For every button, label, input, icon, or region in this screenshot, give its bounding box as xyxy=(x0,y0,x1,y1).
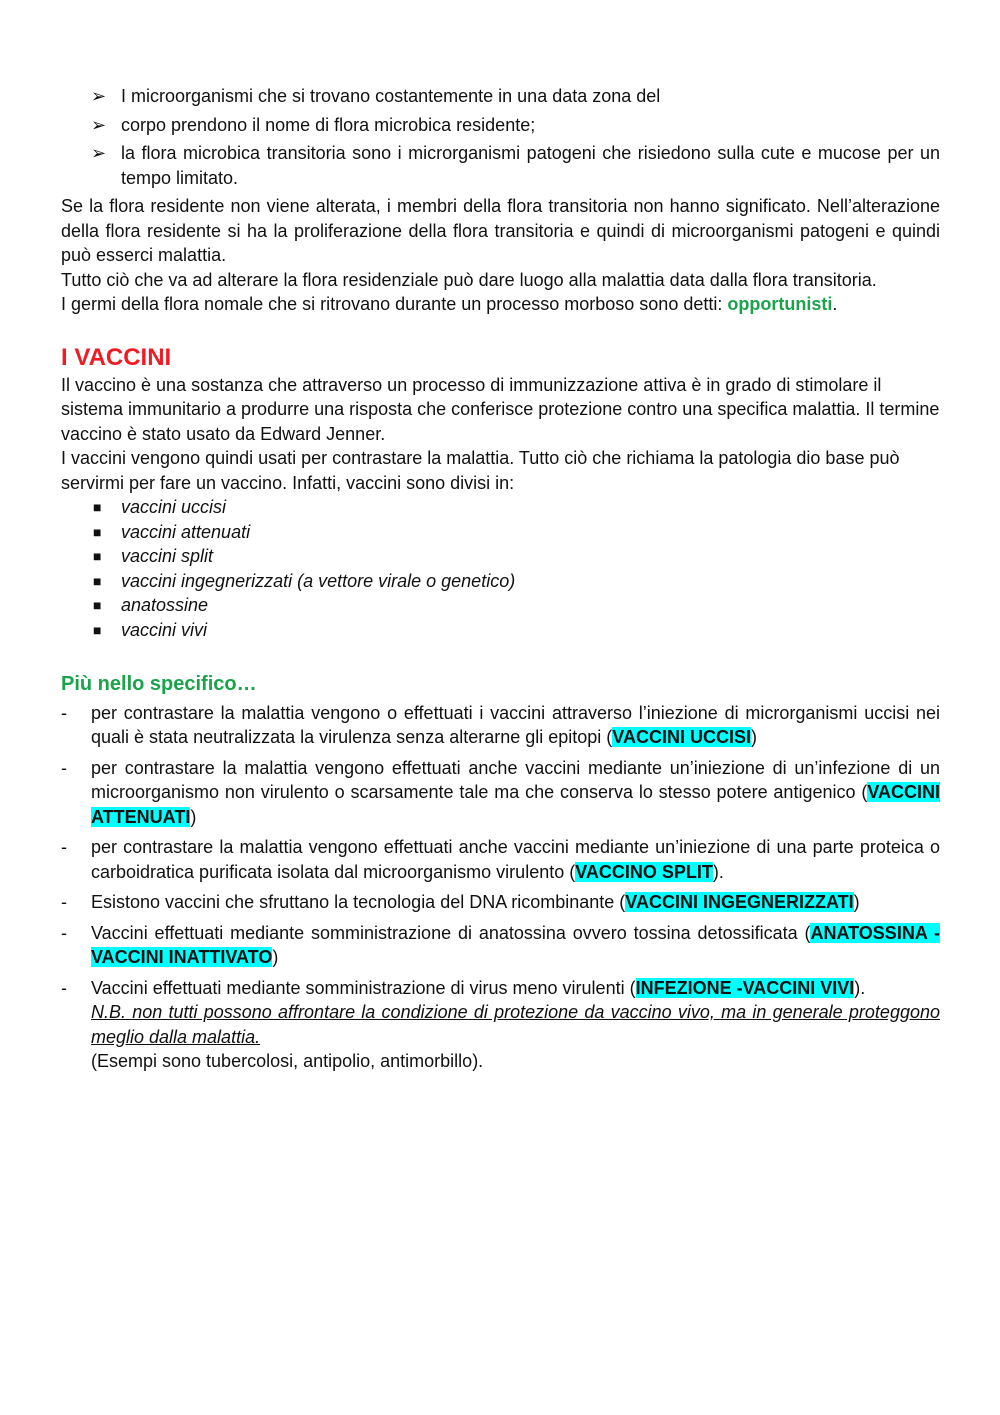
square-bullet-icon: ■ xyxy=(93,548,102,564)
dash-bullet-icon: - xyxy=(61,702,67,723)
square-bullet-icon: ■ xyxy=(93,523,102,540)
list-item: - per contrastare la malattia vengono effettuati anche vaccini mediante un’iniezione di un’infezione di un microorganismo non virulento o scarsamente tale ma che conserva lo stesso potere antigenico (VACCINI ATTENUATI) xyxy=(61,757,940,827)
note-text: N.B. non tutti possono affrontare la condizione di protezione da vaccino vivo, ma in generale proteggono meglio dalla malattia. xyxy=(91,1002,940,1047)
list-item: ➢ la flora microbica transitoria sono i microrganismi patogeni che risiedono sulla cute e mucose per un tempo limitato. xyxy=(91,143,940,188)
highlighted-term: VACCINO SPLIT xyxy=(575,861,713,882)
dash-bullet-icon: - xyxy=(61,977,67,998)
list-item: ➢ corpo prendono il nome di flora microbica residente; xyxy=(61,113,940,138)
highlighted-term: VACCINI ATTENUATI xyxy=(91,782,940,827)
list-item: ■ vaccini split xyxy=(61,544,940,569)
square-bullet-icon: ■ xyxy=(93,572,102,589)
list-item: ■ vaccini vivi xyxy=(61,618,940,643)
list-item: - Vaccini effettuati mediante somministrazione di virus meno virulenti (INFEZIONE -VACCINI VIVI). xyxy=(61,976,940,1001)
arrow-bullet-icon: ➢ xyxy=(91,86,107,106)
examples-text: (Esempi sono tubercolosi, antipolio, antimorbillo). xyxy=(91,1051,484,1071)
arrow-bullet-icon: ➢ xyxy=(91,114,107,135)
paragraph: Il vaccino è una sostanza che attraverso un processo di immunizzazione attiva è in grado di stimolare il sistema immunitario a produrre una risposta che conferisce protezione contro una specifica malattia. Il termine vaccino è stato usato da Edward Jenner. xyxy=(61,374,940,444)
dash-bullet-icon: - xyxy=(61,922,67,943)
square-bullet-icon: ■ xyxy=(93,597,102,613)
dash-bullet-icon: - xyxy=(61,892,67,912)
square-bullet-icon: ■ xyxy=(93,621,102,638)
paragraph: Tutto ciò che va ad alterare la flora residenziale può dare luogo alla malattia data dalla flora transitoria. xyxy=(61,269,877,290)
subsection-heading: Più nello specifico… xyxy=(61,673,257,695)
specific-list xyxy=(61,701,940,1001)
list-item: ■ vaccini uccisi xyxy=(61,495,940,520)
highlighted-term: INFEZIONE -VACCINI VIVI xyxy=(635,977,855,998)
arrow-bullet-icon: ➢ xyxy=(91,143,107,163)
list-item: ■ vaccini ingegnerizzati (a vettore virale o genetico) xyxy=(61,569,940,594)
vaccine-types-list xyxy=(61,495,940,642)
dash-bullet-icon: - xyxy=(61,757,67,778)
list-item: ■ vaccini attenuati xyxy=(61,520,940,545)
paragraph: I vaccini vengono quindi usati per contrastare la malattia. Tutto ciò che richiama la patologia dio base può servirmi per fare un vaccino. Infatti, vaccini sono divisi in: xyxy=(61,448,900,493)
highlighted-term: ANATOSSINA -VACCINI INATTIVATO xyxy=(91,922,941,967)
highlighted-term: VACCINI INGEGNERIZZATI xyxy=(625,892,854,912)
section-heading: I VACCINI xyxy=(61,343,172,371)
highlighted-term: VACCINI UCCISI xyxy=(612,727,751,747)
highlighted-term: opportunisti xyxy=(727,294,833,314)
list-item: - Vaccini effettuati mediante somministrazione di anatossina ovvero tossina detossificata (ANATOSSINA -VACCINI INATTIVATO) xyxy=(61,922,941,967)
list-item: ■ anatossine xyxy=(61,593,940,618)
paragraph: I germi della flora nomale che si ritrovano durante un processo morboso sono detti: opportunisti. xyxy=(61,294,838,314)
dash-bullet-icon: - xyxy=(61,837,67,857)
list-item: - per contrastare la malattia vengono effettuati anche vaccini mediante un’iniezione di una parte proteica o carboidratica purificata isolata dal microorganismo virulento (VACCINO SPLIT). xyxy=(61,837,940,882)
list-item: - per contrastare la malattia vengono o effettuati i vaccini attraverso l’iniezione di microrganismi uccisi nei quali è stata neutralizzata la virulenza senza alterarne gli epitopi (VACCINI UCCISI) xyxy=(61,702,940,747)
list-item: ➢ I microorganismi che si trovano costantemente in una data zona del xyxy=(61,84,940,109)
document-page xyxy=(61,84,940,1074)
list-item: - Esistono vaccini che sfruttano la tecnologia del DNA ricombinante (VACCINI INGEGNERIZZATI) xyxy=(61,890,940,915)
flora-list xyxy=(61,84,940,190)
paragraph: Se la flora residente non viene alterata, i membri della flora transitoria non hanno significato. Nell’alterazione della flora residente si ha la proliferazione della flora transitoria e quindi di microorganismi patogeni e quindi può esserci malattia. xyxy=(61,196,940,265)
square-bullet-icon: ■ xyxy=(93,499,102,515)
